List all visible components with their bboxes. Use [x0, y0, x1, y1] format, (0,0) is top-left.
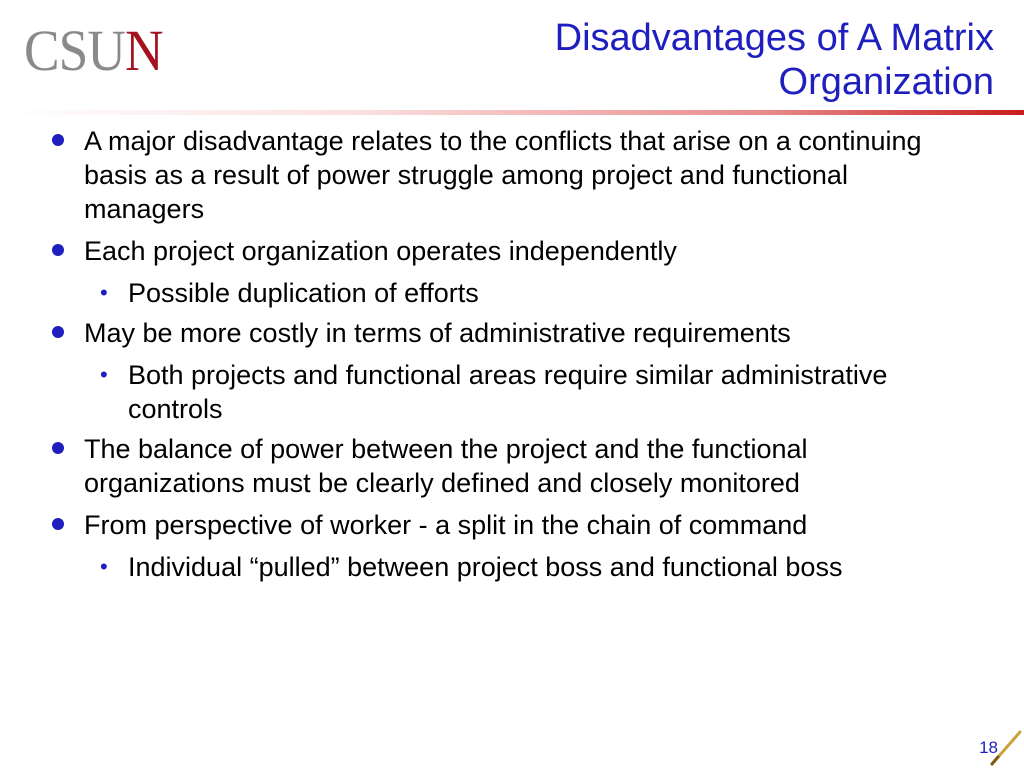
- round-bullet-icon: [52, 134, 64, 146]
- bullet-text: Each project organization operates independently: [84, 236, 677, 266]
- title-divider: [0, 110, 1024, 115]
- logo-text-csu: CSU: [24, 18, 126, 83]
- bullet-item: [48, 124, 968, 226]
- bullet-item: [48, 508, 968, 542]
- sub-bullet-text: Possible duplication of efforts: [128, 278, 479, 308]
- bullet-item: [48, 316, 968, 350]
- dot-bullet-icon: •: [100, 362, 108, 387]
- sub-bullet-item: [48, 550, 968, 584]
- round-bullet-icon: [52, 442, 64, 454]
- slide-title: [434, 16, 994, 104]
- bullet-item: [48, 432, 968, 500]
- dot-bullet-icon: •: [100, 280, 108, 305]
- round-bullet-icon: [52, 326, 64, 338]
- csun-logo: [24, 18, 163, 83]
- bullet-text: May be more costly in terms of administrative requirements: [84, 318, 791, 348]
- bullet-list: [48, 124, 968, 590]
- dot-bullet-icon: •: [100, 554, 108, 579]
- sub-bullet-text: Both projects and functional areas require similar administrative controls: [128, 360, 888, 424]
- title-line-1: Disadvantages of A Matrix: [554, 17, 994, 59]
- page-number: 18: [979, 738, 998, 757]
- sub-bullet-item: [48, 358, 968, 426]
- bullet-text: A major disadvantage relates to the conflicts that arise on a continuing basis as a result of power struggle among project and functional managers: [84, 126, 922, 224]
- bullet-item: [48, 234, 968, 268]
- title-line-2: Organization: [778, 61, 994, 103]
- logo-text-n: N: [125, 18, 163, 83]
- round-bullet-icon: [52, 518, 64, 530]
- pencil-icon: [984, 728, 1024, 768]
- sub-bullet-item: [48, 276, 968, 310]
- bullet-text: From perspective of worker - a split in the chain of command: [84, 510, 808, 540]
- round-bullet-icon: [52, 244, 64, 256]
- bullet-text: The balance of power between the project and the functional organizations must be clearly defined and closely monitored: [84, 434, 808, 498]
- sub-bullet-text: Individual “pulled” between project boss and functional boss: [128, 552, 843, 582]
